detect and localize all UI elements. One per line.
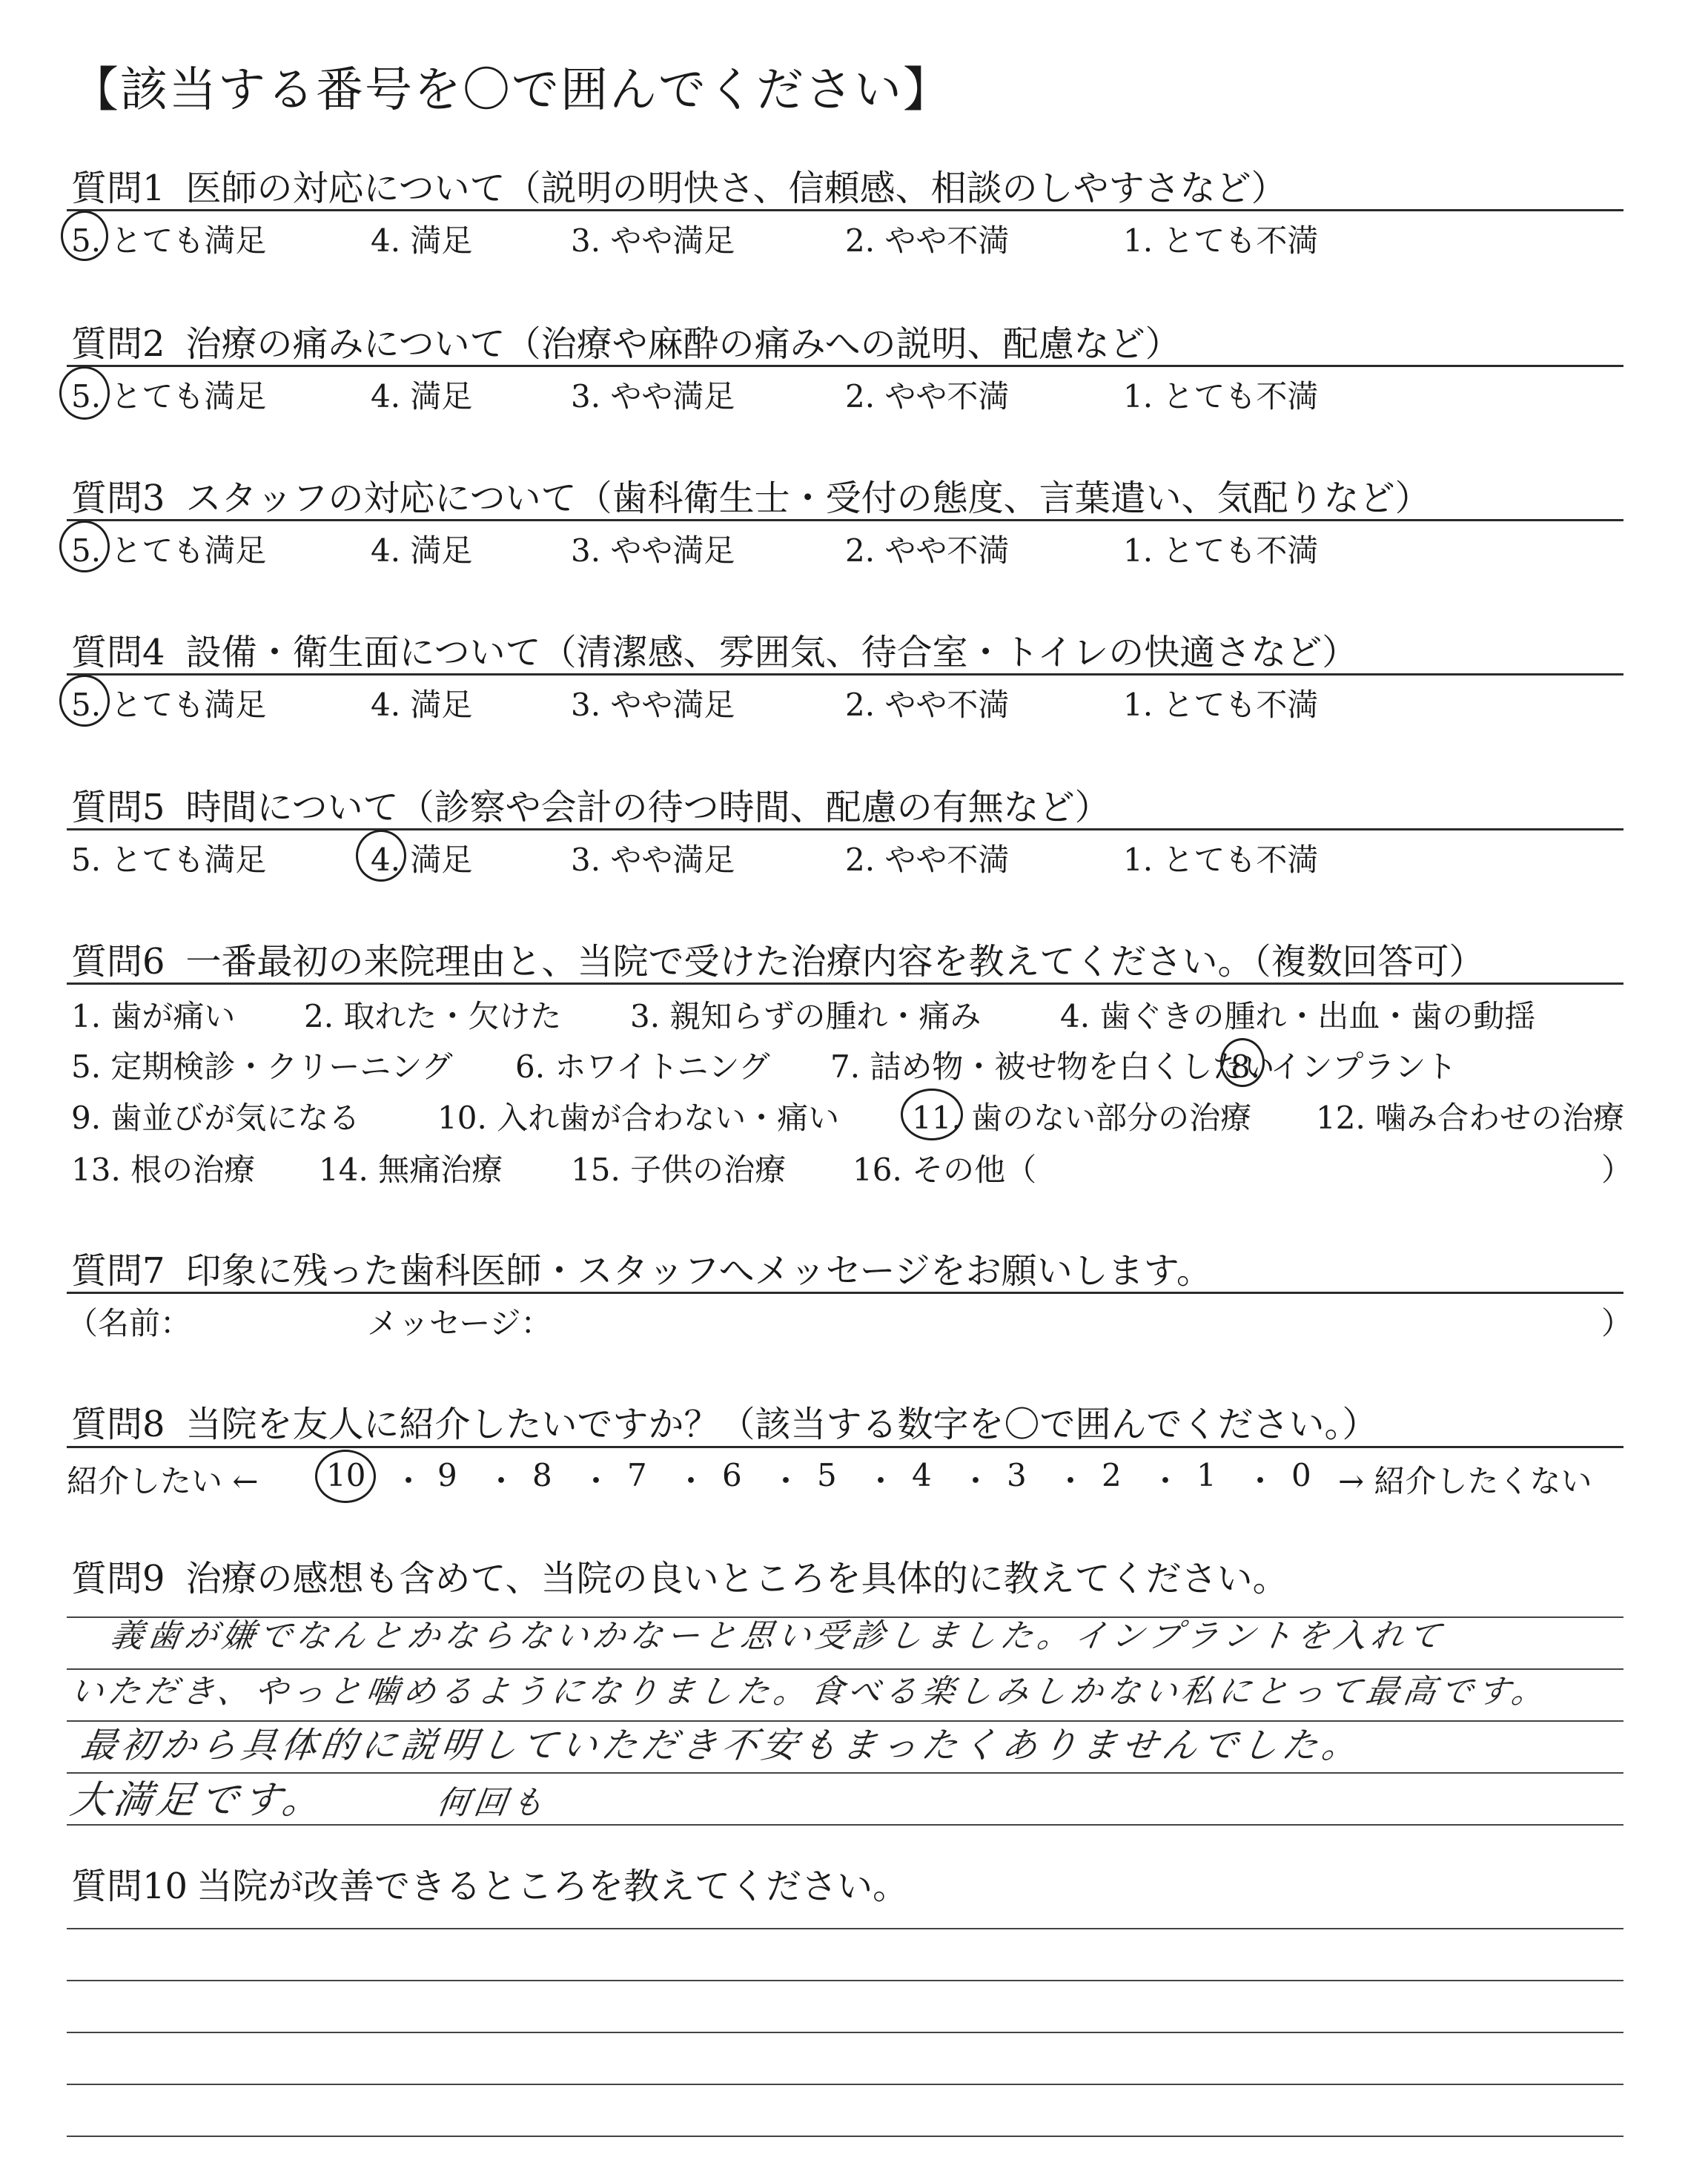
q6-option-8-circle bbox=[1220, 1038, 1265, 1087]
question-7-label: 質問7 bbox=[71, 1250, 165, 1292]
q8-dot-3: ・ bbox=[580, 1463, 612, 1499]
q8-score-2[interactable]: 2 bbox=[1102, 1457, 1122, 1493]
question-1-heading bbox=[71, 159, 1287, 211]
question-8-text: 当院を友人に紹介したいですか？（該当する数字を〇で囲んでください。） bbox=[185, 1404, 1378, 1445]
q2-option-1[interactable]: 1. とても不満 bbox=[1123, 378, 1319, 415]
q1-option-1[interactable]: 1. とても不満 bbox=[1123, 222, 1319, 259]
q4-option-2[interactable]: 2. やや不満 bbox=[845, 687, 1010, 723]
question-1-label: 質問1 bbox=[71, 168, 165, 209]
q4-option-4[interactable]: 4. 満足 bbox=[371, 687, 473, 723]
q3-option-5[interactable]: 5. とても満足 bbox=[71, 532, 267, 569]
q4-option-5[interactable]: 5. とても満足 bbox=[71, 687, 267, 723]
q1-option-3[interactable]: 3. やや満足 bbox=[571, 222, 735, 259]
question-8-rule bbox=[67, 1446, 1623, 1448]
q8-dot-5: ・ bbox=[770, 1463, 802, 1499]
q10-answer-line-4 bbox=[67, 2084, 1623, 2085]
question-3-heading bbox=[71, 469, 1431, 521]
question-4-label: 質問4 bbox=[71, 632, 165, 673]
question-5-heading bbox=[71, 779, 1110, 830]
q9-answer-line-5 bbox=[67, 1824, 1623, 1826]
question-2-heading bbox=[71, 315, 1181, 366]
q2-option-2[interactable]: 2. やや不満 bbox=[845, 378, 1010, 415]
question-5-rule bbox=[67, 828, 1623, 830]
q5-option-1[interactable]: 1. とても不満 bbox=[1123, 842, 1319, 878]
q8-dot-9: ・ bbox=[1150, 1463, 1182, 1499]
question-10-label: 質問10 bbox=[71, 1866, 188, 1907]
q8-dot-4: ・ bbox=[675, 1463, 707, 1499]
q8-right-label: → 紹介したくない bbox=[1338, 1463, 1592, 1499]
q8-selected-circle bbox=[315, 1450, 376, 1503]
q7-close-paren: ） bbox=[1601, 1305, 1633, 1341]
question-7-text: 印象に残った歯科医師・スタッフへメッセージをお願いします。 bbox=[185, 1250, 1212, 1292]
q2-option-5[interactable]: 5. とても満足 bbox=[71, 378, 267, 415]
q8-score-3[interactable]: 3 bbox=[1007, 1457, 1027, 1493]
q10-answer-line-1 bbox=[67, 1928, 1623, 1929]
q1-option-4[interactable]: 4. 満足 bbox=[371, 222, 473, 259]
q9-handwritten-line-2: いただき、やっと噛めるようになりました。食べる楽しみしかない私にとって最高です。 bbox=[67, 1673, 1552, 1711]
q1-option-5[interactable]: 5. とても満足 bbox=[71, 222, 267, 259]
q8-dot-7: ・ bbox=[960, 1463, 992, 1499]
q1-selected-circle bbox=[61, 211, 108, 261]
q5-selected-circle bbox=[356, 830, 406, 882]
q7-message-label: メッセージ： bbox=[367, 1305, 552, 1341]
q10-answer-line-3 bbox=[67, 2032, 1623, 2033]
q9-handwritten-line-4: 大満足です。 bbox=[67, 1778, 329, 1823]
question-8-heading bbox=[71, 1396, 1378, 1447]
q6-option-7[interactable]: 7. 詰め物・被せ物を白くしたい bbox=[830, 1048, 1275, 1085]
question-6-text: 一番最初の来院理由と、当院で受けた治療内容を教えてください。（複数回答可） bbox=[185, 941, 1485, 982]
q8-dot-8: ・ bbox=[1055, 1463, 1087, 1499]
q8-score-5[interactable]: 5 bbox=[817, 1457, 837, 1493]
q6-option-14[interactable]: 14. 無痛治療 bbox=[319, 1152, 503, 1188]
q8-score-9[interactable]: 9 bbox=[437, 1457, 457, 1493]
q5-option-2[interactable]: 2. やや不満 bbox=[845, 842, 1010, 878]
q8-dot-2: ・ bbox=[486, 1463, 517, 1499]
q6-option-6[interactable]: 6. ホワイトニング bbox=[515, 1048, 770, 1085]
q6-option-5[interactable]: 5. 定期検診・クリーニング bbox=[71, 1048, 453, 1085]
question-9-heading bbox=[71, 1550, 1288, 1601]
q6-option-15[interactable]: 15. 子供の治療 bbox=[571, 1152, 787, 1188]
question-4-heading bbox=[71, 624, 1357, 675]
question-5-text: 時間について（診察や会計の待つ時間、配慮の有無など） bbox=[185, 787, 1110, 828]
q5-option-4[interactable]: 4. 満足 bbox=[371, 842, 473, 878]
q6-option-13[interactable]: 13. 根の治療 bbox=[71, 1152, 256, 1188]
q6-option-2[interactable]: 2. 取れた・欠けた bbox=[304, 998, 562, 1034]
q2-option-4[interactable]: 4. 満足 bbox=[371, 378, 473, 415]
q6-option-1[interactable]: 1. 歯が痛い bbox=[71, 998, 236, 1034]
question-9-label: 質問9 bbox=[71, 1558, 165, 1599]
question-2-label: 質問2 bbox=[71, 323, 165, 365]
q6-other-close-paren: ） bbox=[1601, 1152, 1633, 1188]
q6-option-12[interactable]: 12. 噛み合わせの治療 bbox=[1316, 1100, 1625, 1136]
q8-score-4[interactable]: 4 bbox=[912, 1457, 932, 1493]
q8-score-8[interactable]: 8 bbox=[532, 1457, 552, 1493]
q6-option-9[interactable]: 9. 歯並びが気になる bbox=[71, 1100, 360, 1136]
q3-selected-circle bbox=[59, 521, 110, 572]
q3-option-2[interactable]: 2. やや不満 bbox=[845, 532, 1010, 569]
q6-option-3[interactable]: 3. 親知らずの腫れ・痛み bbox=[630, 998, 982, 1034]
question-9-text: 治療の感想も含めて、当院の良いところを具体的に教えてください。 bbox=[185, 1558, 1288, 1599]
q10-answer-line-5 bbox=[67, 2136, 1623, 2137]
question-6-label: 質問6 bbox=[71, 941, 165, 982]
q6-option-11-circle bbox=[901, 1089, 963, 1140]
q3-option-1[interactable]: 1. とても不満 bbox=[1123, 532, 1319, 569]
question-2-text: 治療の痛みについて（治療や麻酔の痛みへの説明、配慮など） bbox=[185, 323, 1181, 365]
question-7-rule bbox=[67, 1292, 1623, 1294]
q5-option-5[interactable]: 5. とても満足 bbox=[71, 842, 267, 878]
q3-option-3[interactable]: 3. やや満足 bbox=[571, 532, 735, 569]
q1-option-2[interactable]: 2. やや不満 bbox=[845, 222, 1010, 259]
question-3-text: スタッフの対応について（歯科衛生士・受付の態度、言葉遣い、気配りなど） bbox=[185, 478, 1431, 519]
question-4-rule bbox=[67, 673, 1623, 676]
question-5-label: 質問5 bbox=[71, 787, 165, 828]
form-title: 【該当する番号を〇で囲んでください】 bbox=[71, 63, 952, 118]
q10-answer-line-2 bbox=[67, 1980, 1623, 1981]
question-2-rule bbox=[67, 365, 1623, 367]
q8-score-7[interactable]: 7 bbox=[627, 1457, 647, 1493]
question-6-rule bbox=[67, 982, 1623, 985]
q8-dot-6: ・ bbox=[865, 1463, 897, 1499]
question-6-heading bbox=[71, 933, 1485, 984]
question-7-heading bbox=[71, 1242, 1212, 1293]
q8-dot-1: ・ bbox=[393, 1463, 425, 1499]
q6-option-10[interactable]: 10. 入れ歯が合わない・痛い bbox=[437, 1100, 840, 1136]
q4-option-3[interactable]: 3. やや満足 bbox=[571, 687, 735, 723]
question-1-rule bbox=[67, 209, 1623, 211]
q8-left-label: 紹介したい ← bbox=[67, 1463, 259, 1499]
q8-score-0[interactable]: 0 bbox=[1291, 1457, 1311, 1493]
q8-score-6[interactable]: 6 bbox=[722, 1457, 742, 1493]
question-10-heading bbox=[71, 1857, 908, 1909]
q6-option-4[interactable]: 4. 歯ぐきの腫れ・出血・歯の動揺 bbox=[1060, 998, 1536, 1034]
q6-option-8[interactable]: 8. インプラント bbox=[1231, 1048, 1457, 1085]
q2-option-3[interactable]: 3. やや満足 bbox=[571, 378, 735, 415]
q9-handwritten-note: 何回も bbox=[434, 1784, 551, 1822]
q8-dot-10: ・ bbox=[1245, 1463, 1277, 1499]
q6-option-16[interactable]: 16. その他（ bbox=[853, 1152, 1037, 1188]
question-8-label: 質問8 bbox=[71, 1404, 165, 1445]
question-3-label: 質問3 bbox=[71, 478, 165, 519]
q8-score-10[interactable]: 10 bbox=[326, 1457, 366, 1493]
q4-option-1[interactable]: 1. とても不満 bbox=[1123, 687, 1319, 723]
q6-option-11[interactable]: 11. 歯のない部分の治療 bbox=[912, 1100, 1252, 1136]
q2-selected-circle bbox=[59, 366, 110, 420]
question-3-rule bbox=[67, 519, 1623, 521]
question-10-text: 当院が改善できるところを教えてください。 bbox=[196, 1866, 909, 1907]
question-4-text: 設備・衛生面について（清潔感、雰囲気、待合室・トイレの快適さなど） bbox=[185, 632, 1358, 673]
question-1-text: 医師の対応について（説明の明快さ、信頼感、相談のしやすさなど） bbox=[185, 168, 1287, 209]
q4-selected-circle bbox=[59, 675, 110, 727]
q7-name-label: （名前： bbox=[67, 1305, 192, 1341]
q9-handwritten-line-1: 義歯が嫌でなんとかならないかなーと思い受診しました。インプラントを入れて bbox=[107, 1617, 1448, 1655]
q8-score-1[interactable]: 1 bbox=[1196, 1457, 1217, 1493]
q5-option-3[interactable]: 3. やや満足 bbox=[571, 842, 735, 878]
q3-option-4[interactable]: 4. 満足 bbox=[371, 532, 473, 569]
q9-handwritten-line-3: 最初から具体的に説明していただき不安もまったくありませんでした。 bbox=[78, 1725, 1366, 1766]
